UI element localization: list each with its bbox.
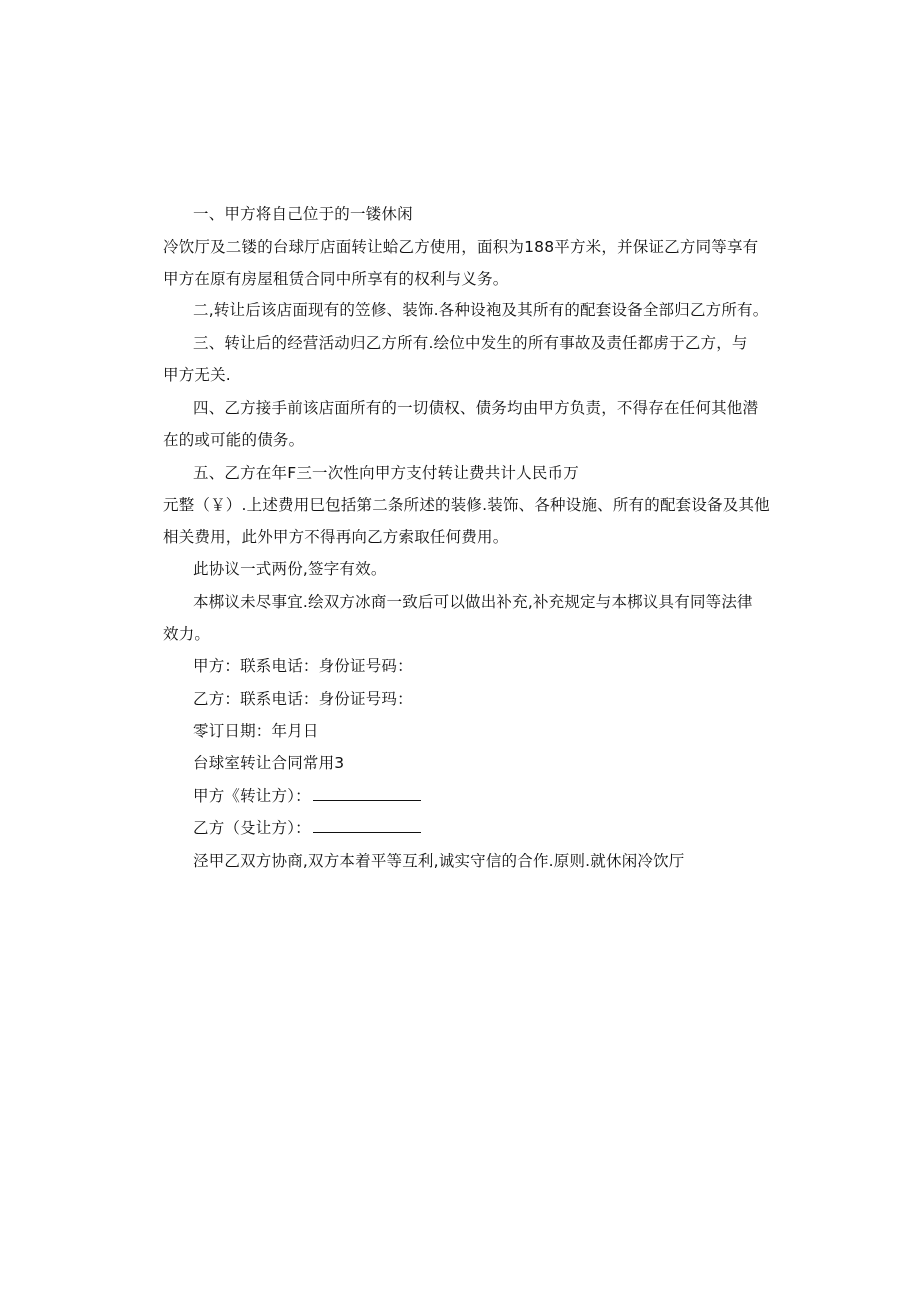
party-b-label: 乙方（殳让方）： [193, 819, 311, 837]
clause-1-line-2: 甲方在原有房屋租赁合同中所享有的权利与义务。 [163, 270, 509, 288]
clause-4-line-1: 四、乙方接手前该店面所有的一切债权、债务均由甲方负责，不得存在任何其他潜 [193, 399, 759, 417]
clause-2: 二,转让后该店面现有的笠修、装饰.各种设袍及其所有的配套设备全部归乙方所有。 [193, 301, 769, 319]
clause-1-line-1: 冷饮厅及二镂的台球厅店面转让蛤乙方使用，面积为188平方米，并保证乙方同等享有 [163, 238, 759, 256]
supplement-clause-line-1: 本梆议未尽事宜.绘双方冰商一致后可以做出补充,补充规定与本梆议具有同等法律 [193, 593, 753, 611]
clause-5-line-3: 相关费用，此外甲方不得再向乙方索取任何费用。 [163, 528, 509, 546]
party-a-signature-line [193, 786, 421, 806]
clause-3-line-2: 甲方无关. [163, 366, 231, 384]
closing-line: 泾甲乙双方协商,双方本着平等互利,诚实守信的合作.原则.就休闲冷饮厅 [193, 852, 685, 870]
copies-statement: 此协议一式两份,签字有效。 [193, 560, 387, 578]
contract-title: 台球室转让合同常用3 [193, 754, 345, 772]
signing-date: 零订日期：年月日 [193, 722, 319, 740]
party-b-signature-line [193, 818, 421, 838]
clause-4-line-2: 在的或可能的债务。 [163, 431, 305, 449]
clause-5-line-1: 五、乙方在年F三一次性向甲方支付转让费共计人民币万 [193, 464, 579, 482]
supplement-clause-line-2: 效力。 [163, 625, 211, 643]
clause-1-heading: 一、甲方将自己位于的一镂休闲 [193, 205, 413, 223]
party-a-label: 甲方《转让方）： [193, 787, 311, 805]
party-a-contact: 甲方：联系电话：身份证号码： [193, 657, 413, 675]
clause-5-line-2: 元整（￥）.上述费用巳包括第二条所述的装修.装饰、各种设施、所有的配套设备及其他 [163, 496, 770, 514]
party-b-blank[interactable] [313, 818, 421, 833]
clause-3-line-1: 三、转让后的经营活动归乙方所有.绘位中发生的所有事故及责任都虏于乙方，与 [193, 334, 748, 352]
party-a-blank[interactable] [313, 786, 421, 801]
party-b-contact: 乙方：联系电话：身份证号玛： [193, 690, 413, 708]
